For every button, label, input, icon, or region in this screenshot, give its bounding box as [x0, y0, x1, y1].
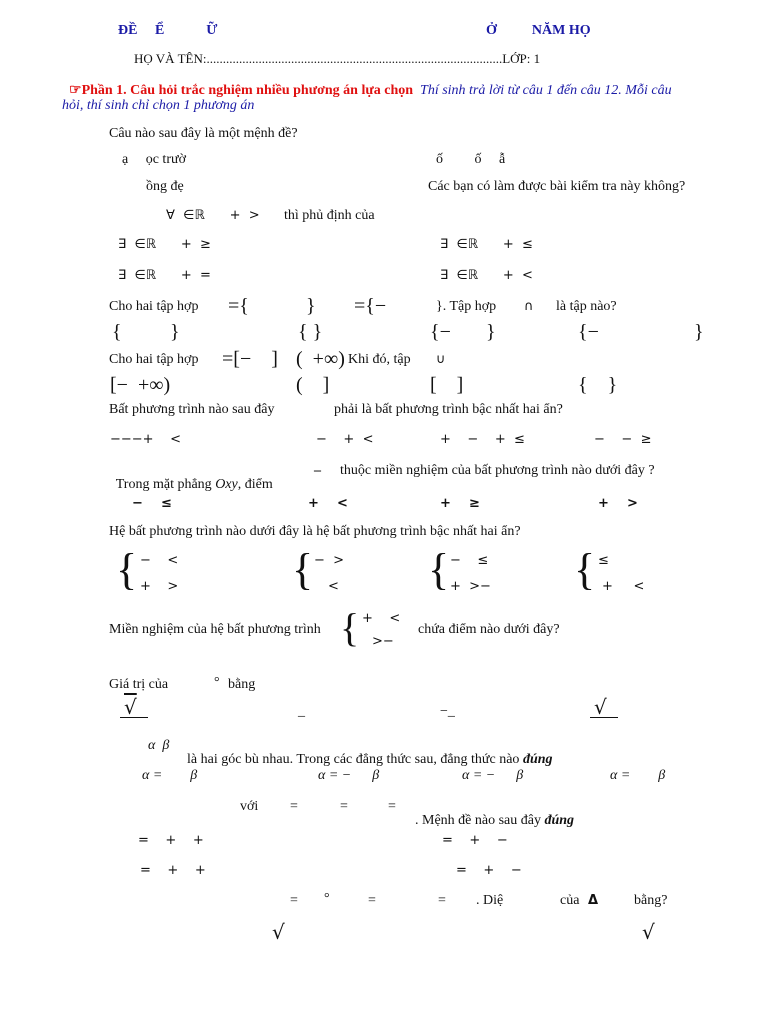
q10-option-c: α = − β [462, 768, 524, 783]
q3-option-d-open: {− [578, 321, 599, 343]
q7-option-d-line1: ≤ [598, 553, 609, 568]
q5-option-a: −−−+ < [110, 432, 181, 447]
part1-heading [62, 70, 672, 98]
q9-degree: ° [214, 675, 220, 690]
q11-eq1: = [290, 799, 298, 814]
part1-instruction-b: hỏi, thí sinh chỉ chọn 1 phương án [62, 98, 255, 113]
q9-option-a: √ [124, 695, 137, 719]
q10-stem-b: là hai góc bù nhau. Trong các đẳng thức sau, đẳng thức nào [187, 752, 520, 767]
q12-option-a: √ [272, 920, 285, 944]
q1-option-a: ạ ọc trườ [122, 152, 186, 167]
q10-stem-text [180, 739, 553, 767]
q7-option-c-brace: { [428, 545, 450, 594]
q10-alpha-beta: α β [148, 738, 170, 753]
exam-title-left: ĐỀ Ể Ữ [118, 23, 218, 38]
q7-option-d-brace: { [574, 545, 596, 594]
q10-option-a: α = β [142, 768, 198, 783]
q4-union: ∪ [436, 352, 446, 367]
q7-option-b-brace: { [292, 545, 314, 594]
q9-option-a-fraction-bar [120, 717, 148, 718]
q10-option-b: α = − β [318, 768, 380, 783]
q11-option-d: = + − [456, 863, 522, 878]
q3-set-b-open: ={− [354, 295, 387, 317]
q3-option-a-open: { [112, 321, 122, 343]
q3-stem-g: là tập nào? [556, 299, 617, 314]
q9-stem-b: bằng [228, 677, 256, 692]
q7-option-b-line1: − > [314, 553, 345, 568]
q12-delta: Δ [588, 893, 599, 908]
q4-option-d: { } [578, 374, 618, 396]
q12-stem-c: của [560, 893, 580, 908]
part1-instruction-a: Thí sinh trả lời từ câu 1 đến câu 12. Mỗi câu [420, 83, 672, 98]
q6-oxy: Oxy [215, 477, 238, 492]
q7-option-a-brace: { [116, 545, 138, 594]
q5-option-c: + − + ≤ [440, 432, 525, 447]
q9-option-d-fraction-bar [590, 717, 618, 718]
q10-stem-emph: đúng [522, 752, 553, 767]
q1-option-b: ố ố ẫ [436, 152, 506, 167]
q7-option-a-line2: + > [140, 579, 179, 594]
q8-stem-b: chứa điểm nào dưới đây? [418, 622, 560, 637]
q2-option-a: ∃ ∈ℝ + ≥ [118, 237, 211, 252]
q2-option-b: ∃ ∈ℝ + ≤ [440, 237, 533, 252]
q6-stem-b: , điểm [237, 477, 273, 492]
q3-stem-e: }. Tập hợp [436, 299, 497, 314]
q11-option-b: = + − [442, 833, 508, 848]
q2-stem-text: thì phủ định của [284, 208, 375, 223]
q5-stem-b: phải là bất phương trình bậc nhất hai ẩn? [334, 402, 563, 417]
q3-option-a-close: } [170, 321, 180, 343]
exam-title-right: Ở NĂM HỌ [486, 23, 591, 38]
q3-option-c-open: {− [430, 321, 451, 343]
q12-eq2: = [368, 893, 376, 908]
q2-option-c: ∃ ∈ℝ + = [118, 268, 211, 283]
q12-degree: ° [324, 891, 330, 906]
q3-set-a-open: ={ [228, 295, 249, 317]
q2-stem-math: ∀ ∈ℝ + > [166, 208, 260, 223]
q4-set-b: ( +∞) [296, 348, 345, 370]
q9-option-d: √ [594, 695, 607, 719]
q4-option-a: [− +∞) [110, 374, 171, 396]
q12-eq3: = [438, 893, 446, 908]
q11-stem-a: với [240, 799, 259, 814]
q8-system-brace: { [340, 605, 360, 650]
q4-stem-d: Khi đó, tập [348, 352, 411, 367]
q4-option-c: [ ] [430, 374, 464, 396]
q11-eq3: = [388, 799, 396, 814]
q6-point-dash: – [314, 463, 321, 478]
pointing-hand-icon: ☞ [69, 83, 82, 98]
q9-option-c: −_ [440, 704, 455, 719]
q5-option-d: − − ≥ [594, 432, 652, 447]
q1-stem: Câu nào sau đây là một mệnh đề? [109, 126, 298, 141]
q7-option-c-line2: + >− [450, 579, 491, 594]
q6-option-a: − ≤ [132, 496, 172, 511]
q3-option-b: { } [298, 321, 323, 343]
q6-option-c: + ≥ [440, 496, 480, 511]
q12-stem-d: bằng? [634, 893, 668, 908]
q11-option-c: = + + [140, 863, 206, 878]
q12-stem-b: . Diệ [476, 893, 504, 908]
q11-stem-b: . Mệnh đề nào sau đây [415, 813, 541, 828]
q10-option-d: α = β [610, 768, 666, 783]
q5-option-b: − + < [316, 432, 374, 447]
q6-stem-a: Trong mặt phẳng [115, 477, 212, 492]
q11-eq2: = [340, 799, 348, 814]
q12-eq1: = [290, 893, 298, 908]
q1-option-c: ồng đẹ [146, 179, 184, 194]
q1-option-d: Các bạn có làm được bài kiểm tra này không? [428, 179, 686, 194]
q7-option-c-line1: − ≤ [450, 553, 489, 568]
q2-option-d: ∃ ∈ℝ + < [440, 268, 533, 283]
q11-option-a: = + + [138, 833, 204, 848]
q11-stem-emph: đúng [544, 813, 575, 828]
q4-stem-a: Cho hai tập hợp [109, 352, 199, 367]
q4-option-b: ( ] [296, 374, 330, 396]
q4-set-a: =[− ] [222, 348, 278, 370]
q9-stem-a: Giá trị của [109, 677, 169, 692]
q8-stem-a: Miền nghiệm của hệ bất phương trình [109, 622, 321, 637]
q9-option-b: _ [298, 704, 305, 719]
student-info-line: HỌ VÀ TÊN:...........................................................................................LỚP: 1 [134, 51, 541, 66]
part1-title: Phần 1. Câu hỏi trắc nghiệm nhiều phương án lựa chọn [81, 83, 414, 98]
q3-option-d-close: } [694, 321, 704, 343]
q6-stem [109, 464, 273, 492]
q7-option-d-line2: + < [602, 579, 645, 594]
q12-option-d: √ [642, 920, 655, 944]
q7-option-b-line2: < [328, 579, 339, 594]
q7-stem: Hệ bất phương trình nào dưới đây là hệ bất phương trình bậc nhất hai ẩn? [109, 524, 521, 539]
q6-option-d: + > [598, 496, 638, 511]
q3-option-c-close: } [486, 321, 496, 343]
q8-system-line1: + < [362, 611, 401, 626]
q5-stem-a: Bất phương trình nào sau đây [109, 402, 275, 417]
q3-set-a-close: } [306, 295, 316, 317]
q6-stem-d: thuộc miền nghiệm của bất phương trình nào dưới đây ? [340, 463, 655, 478]
q7-option-a-line1: − < [140, 553, 179, 568]
q11-stem-text [408, 800, 574, 828]
q6-option-b: + < [308, 496, 348, 511]
q3-intersection: ∩ [524, 299, 534, 314]
q3-stem-a: Cho hai tập hợp [109, 299, 199, 314]
q8-system-line2: >− [372, 634, 394, 649]
